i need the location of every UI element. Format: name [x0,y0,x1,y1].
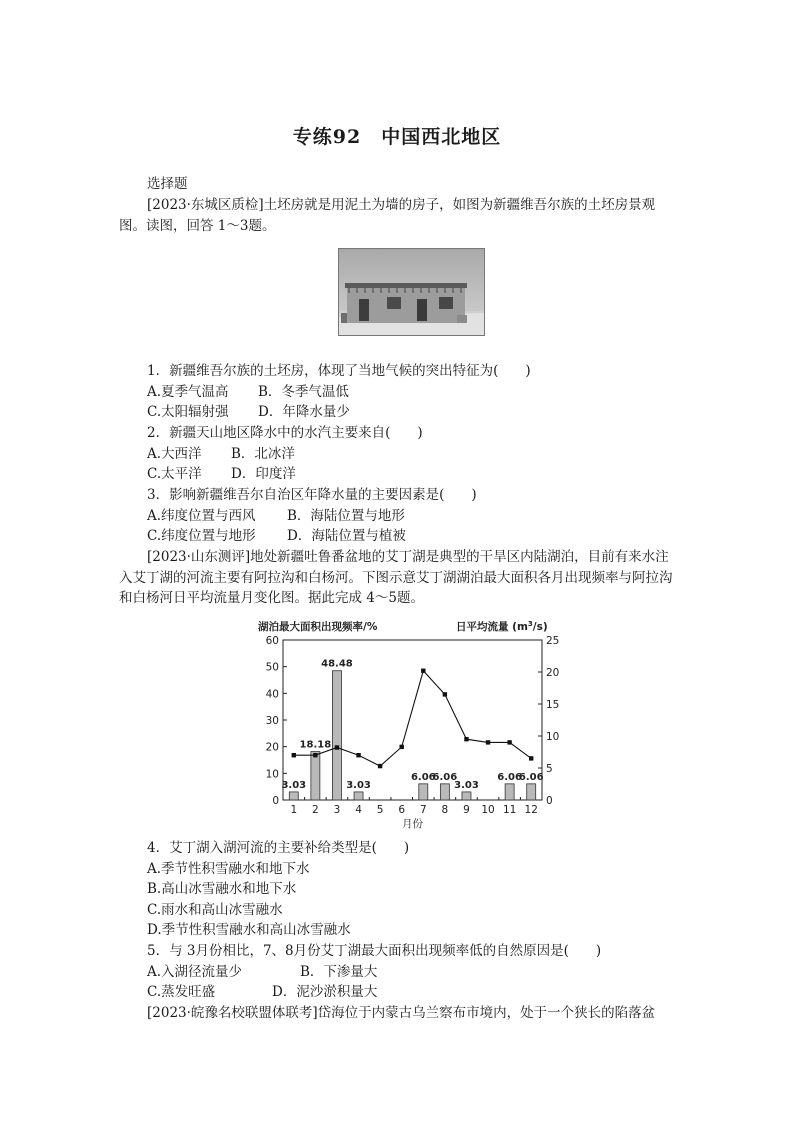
flow-point [378,764,382,768]
flow-line [294,671,531,766]
q4-option-c: C.雨水和高山冰雪融水 [147,902,283,918]
q3-option-d: D．海陆位置与植被 [287,528,406,544]
frequency-bar [505,784,514,800]
bar-value-label: 6.06 [518,771,544,783]
q4-option-a: A.季节性积雪融水和地下水 [147,861,310,877]
x-tick-label: 5 [376,804,384,816]
flow-point [335,745,339,749]
x-tick-label: 10 [481,804,495,816]
frequency-bar [311,752,320,800]
frequency-bar [527,784,536,800]
bar-value-label: 18.18 [299,739,332,751]
flow-point [356,753,360,757]
right-tick-label: 20 [546,667,560,679]
left-tick-label: 0 [272,795,279,807]
flow-point [421,669,425,673]
frequency-bar [332,671,341,800]
adobe-house-photo [338,248,485,336]
q5-option-c: C.蒸发旺盛 [147,984,216,1000]
bar-value-label: 6.06 [410,771,436,783]
q4-stem: 4．艾丁湖入湖河流的主要补给类型是( ) [147,840,410,856]
intro-paragraph-3: [2023·皖豫名校联盟体联考]岱海位于内蒙古乌兰察布市境内，处于一个狭长的陷落盆 [147,1005,656,1021]
q3-option-b: B．海陆位置与地形 [287,508,405,524]
q5-stem: 5．与 3月份相比，7、8月份艾丁湖最大面积出现频率低的自然原因是( ) [147,943,602,959]
q2-stem: 2．新疆天山地区降水中的水汽主要来自( ) [147,425,423,441]
x-tick-label: 4 [355,804,362,816]
x-tick-label: 6 [398,804,406,816]
frequency-bar [354,792,363,800]
left-tick-label: 20 [265,741,279,754]
q1-option-c: C.太阳辐射强 [147,404,229,420]
flow-point [507,740,511,744]
q3-option-a: A.纬度位置与西风 [147,508,256,524]
frequency-bar [462,792,471,800]
left-tick-label: 10 [265,768,279,781]
x-tick-label: 1 [290,804,298,816]
bar-value-label: 48.48 [321,658,353,670]
left-axis-title: 湖泊最大面积出现频率/% [258,621,378,633]
x-tick-label: 2 [312,804,319,816]
x-tick-label: 7 [419,804,427,816]
x-tick-label: 8 [441,804,449,816]
flow-point [464,737,468,741]
q4-option-b: B.高山冰雪融水和地下水 [147,881,297,897]
right-tick-label: 0 [546,795,553,807]
q1-option-d: D．年降水量少 [258,404,350,420]
x-axis-title: 月份 [402,818,423,830]
q1-option-b: B．冬季气温低 [258,384,349,400]
q2-option-c: C.太平洋 [147,466,202,482]
left-tick-label: 40 [265,688,279,701]
flow-point [486,740,490,744]
x-tick-label: 12 [524,804,538,816]
flow-point [529,756,533,760]
q3-option-c: C.纬度位置与地形 [147,528,256,544]
bar-value-label: 3.03 [346,779,371,791]
frequency-bar [440,784,449,800]
left-tick-label: 50 [265,661,279,674]
flow-point [443,692,447,696]
bar-value-label: 3.03 [454,779,479,791]
q4-option-d: D.季节性积雪融水和高山冰雪融水 [147,922,351,938]
q3-stem: 3．影响新疆维吾尔自治区年降水量的主要因素是( ) [147,487,477,503]
q1-stem: 1．新疆维吾尔族的土坯房，体现了当地气候的突出特征为( ) [147,363,531,379]
x-tick-label: 11 [502,804,517,816]
right-tick-label: 15 [546,699,560,711]
section-label: 选择题 [147,176,188,192]
q1-option-a: A.夏季气温高 [147,384,229,400]
lake-frequency-flow-chart [256,618,576,833]
q5-option-b: B．下渗量大 [300,964,378,980]
page-title: 专练92 中国西北地区 [292,126,502,148]
q2-option-b: B．北冰洋 [231,446,295,462]
flow-point [400,745,404,749]
left-tick-label: 30 [265,715,279,727]
frequency-bar [419,784,428,800]
x-tick-label: 3 [333,804,341,816]
bar-value-label: 6.06 [497,771,522,783]
bar-value-label: 6.06 [432,771,458,783]
q2-option-a: A.大西洋 [147,446,202,462]
x-tick-label: 9 [463,804,470,816]
flow-point [292,753,296,757]
intro-paragraph-1: [2023·东城区质检]土坯房就是用泥土为墙的房子，如图为新疆维吾尔族的土坯房景观图。读图，回答 1～3题。 [119,197,656,234]
frequency-bar [289,792,298,800]
bar-value-label: 3.03 [281,779,307,791]
right-axis-title: 日平均流量 $(m^3/s)$ [456,620,548,633]
right-tick-label: 5 [546,763,553,775]
q5-option-d: D．泥沙淤积量大 [272,984,378,1000]
intro-paragraph-2: [2023·山东测评]地处新疆吐鲁番盆地的艾丁湖是典型的干旱区内陆湖泊，目前有来水注入艾丁湖的河流主要有阿拉沟和白杨河。下图示意艾丁湖湖泊最大面积各月出现频率与阿拉沟和白杨河日平均流量月变化图。据此完成 4～5题。 [119,549,673,606]
q5-option-a: A.入湖径流量少 [147,964,243,980]
right-tick-label: 10 [546,731,560,743]
q2-option-d: D．印度洋 [231,466,296,482]
left-tick-label: 60 [265,635,279,647]
flow-point [313,753,317,757]
right-tick-label: 25 [546,635,560,647]
